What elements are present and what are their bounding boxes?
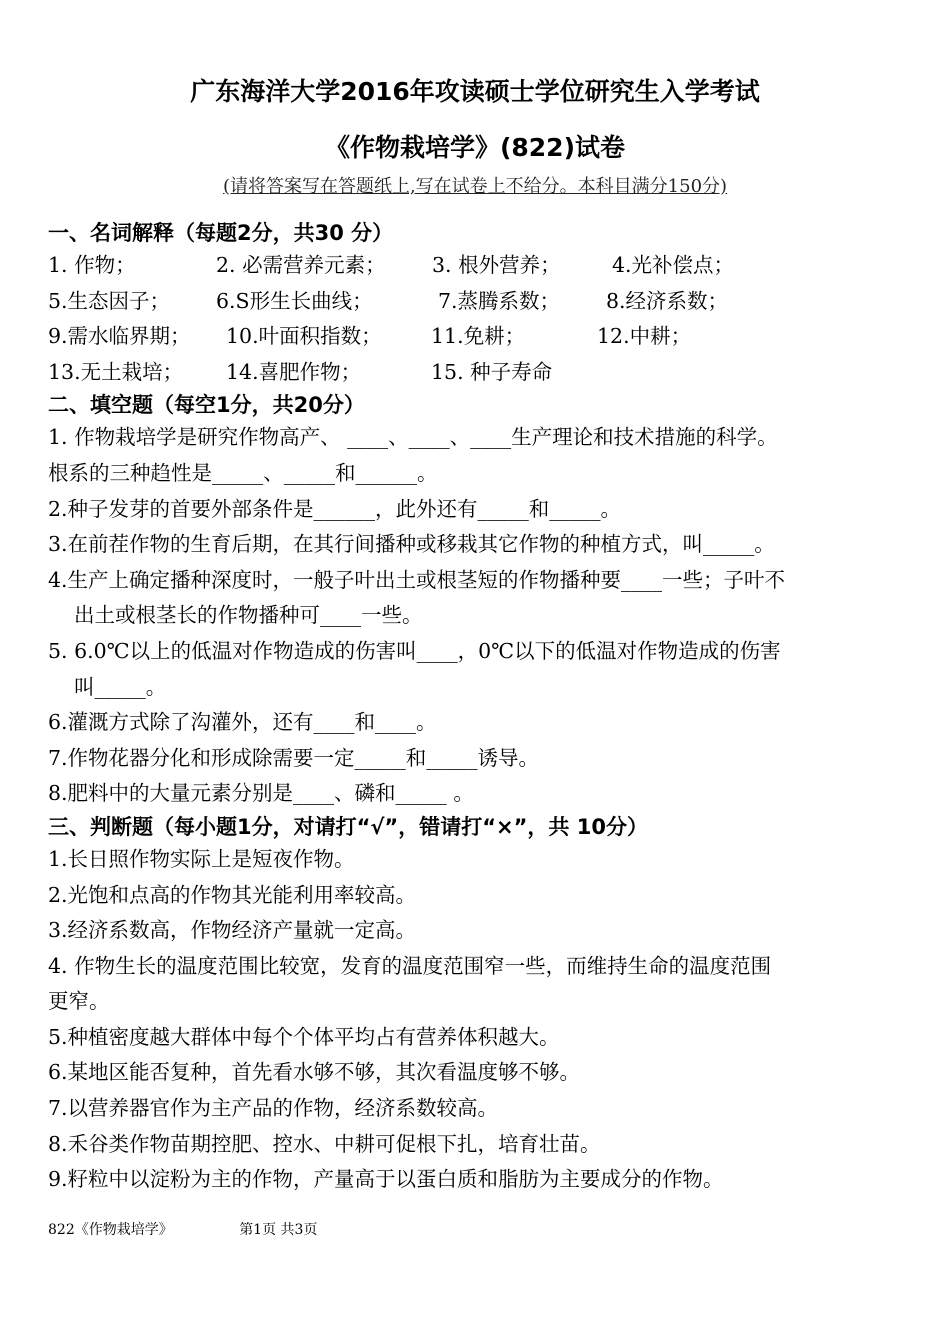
- term-item: 8.经济系数；: [606, 288, 729, 313]
- exam-title: 广东海洋大学2016年攻读硕士学位研究生入学考试: [190, 77, 760, 106]
- fill-blank-line: 出土或根茎长的作物播种可____一些。: [74, 603, 423, 628]
- true-false-line: 6.某地区能否复种，首先看水够不够，其次看温度够不够。: [48, 1060, 581, 1085]
- terms-row: [48, 284, 908, 320]
- terms-row: [48, 248, 908, 284]
- term-item: 10.叶面积指数；: [226, 324, 382, 349]
- true-false-line: 8.禾谷类作物苗期控肥、控水、中耕可促根下扎，培育壮苗。: [48, 1131, 601, 1156]
- fill-blank-line: 4.生产上确定播种深度时，一般子叶出土或根茎短的作物播种要____一些；子叶不: [48, 567, 786, 592]
- true-false-line: 4. 作物生长的温度范围比较宽，发育的温度范围窄一些，而维持生命的温度范围: [48, 953, 772, 978]
- term-item: 15. 种子寿命: [431, 359, 553, 384]
- term-item: 13.无土栽培；: [48, 359, 184, 384]
- true-false-line: 2.光饱和点高的作物其光能利用率较高。: [48, 882, 417, 907]
- true-false-line: 5.种植密度越大群体中每个个体平均占有营养体积越大。: [48, 1024, 560, 1049]
- page-footer: [48, 1219, 317, 1239]
- true-false-line: 1.长日照作物实际上是短夜作物。: [48, 846, 355, 871]
- terms-row: [48, 355, 908, 391]
- section-heading-true-false: 三、判断题（每小题1分，对请打“√”，错请打“×”，共 10分）: [48, 814, 648, 839]
- term-item: 1. 作物；: [48, 253, 136, 277]
- footer-page-number: 第1页 共3页: [239, 1222, 318, 1238]
- fill-blank-line: 2.种子发芽的首要外部条件是______，此外还有_____和_____。: [48, 496, 622, 521]
- term-item: 14.喜肥作物；: [226, 359, 362, 384]
- term-item: 11.免耕；: [431, 324, 526, 349]
- exam-content: [48, 218, 908, 1198]
- fill-blank-line: 3.在前茬作物的生育后期，在其行间播种或移栽其它作物的种植方式，叫_____。: [48, 532, 775, 557]
- fill-blank-line: 8.肥料中的大量元素分别是____、磷和_____ 。: [48, 781, 474, 806]
- term-item: 6.S形生长曲线；: [216, 288, 373, 313]
- fill-blank-line: 6.灌溉方式除了沟灌外，还有____和____。: [48, 710, 437, 735]
- term-item: 5.生态因子；: [48, 288, 171, 313]
- term-item: 9.需水临界期；: [48, 324, 191, 349]
- term-item: 4.光补偿点；: [612, 253, 735, 277]
- fill-blank-line: 7.作物花器分化和形成除需要一定_____和_____诱导。: [48, 745, 540, 770]
- fill-blank-line: 1. 作物栽培学是研究作物高产、 ____、____、____生产理论和技术措施的科学。: [48, 425, 778, 450]
- true-false-line: 3.经济系数高，作物经济产量就一定高。: [48, 918, 417, 943]
- term-item: 7.蒸腾系数；: [438, 288, 561, 313]
- section-heading-fill-blank: 二、填空题（每空1分，共20分）: [48, 393, 365, 418]
- fill-blank-line: 根系的三种趋性是_____、_____和______。: [48, 460, 438, 485]
- term-item: 12.中耕；: [597, 324, 692, 349]
- exam-notice: (请将答案写在答题纸上,写在试卷上不给分。本科目满分150分): [222, 176, 728, 197]
- true-false-line: 更窄。: [48, 989, 110, 1014]
- terms-row: [48, 319, 908, 355]
- true-false-line: 9.籽粒中以淀粉为主的作物，产量高于以蛋白质和脂肪为主要成分的作物。: [48, 1167, 724, 1192]
- term-item: 2. 必需营养元素；: [216, 253, 386, 277]
- section-heading-terms: 一、名词解释（每题2分，共30 分）: [48, 221, 394, 245]
- exam-subtitle: 《作物栽培学》(822)试卷: [324, 133, 626, 162]
- term-item: 3. 根外营养；: [432, 253, 561, 277]
- fill-blank-line: 叫_____。: [74, 674, 167, 699]
- fill-blank-line: 5. 6.0℃以上的低温对作物造成的伤害叫____，0℃以下的低温对作物造成的伤害: [48, 638, 781, 663]
- true-false-line: 7.以营养器官作为主产品的作物，经济系数较高。: [48, 1096, 499, 1121]
- footer-course: 822《作物栽培学》: [48, 1222, 173, 1238]
